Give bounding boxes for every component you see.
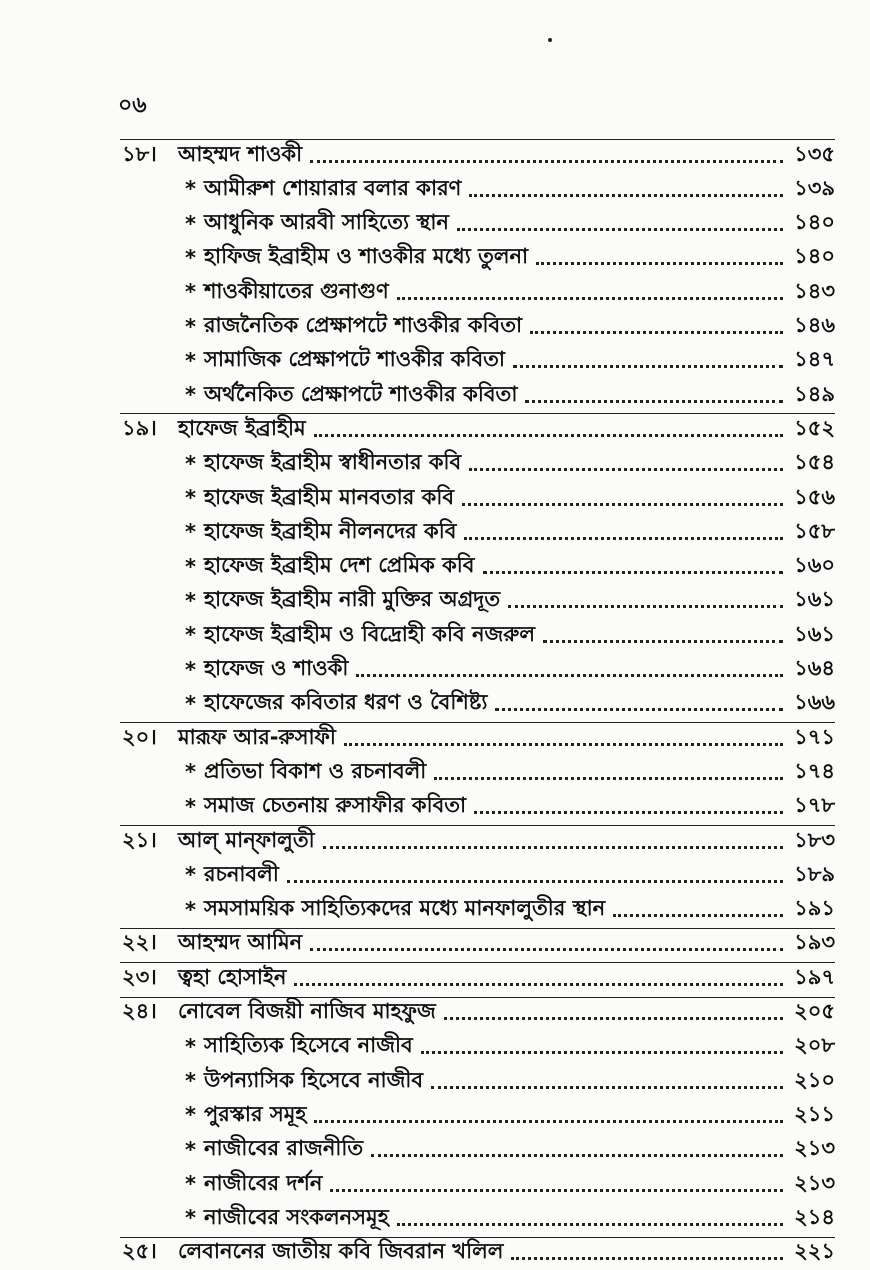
chapter-number: ২৪। [122, 999, 157, 1023]
entry-page-number: ১৯১ [794, 896, 835, 921]
dot-leader [462, 503, 783, 506]
entry-page-number: ১৩৫ [794, 141, 835, 166]
dot-leader [397, 1223, 783, 1226]
toc-subsection-row[interactable] [185, 1098, 835, 1132]
dot-leader [287, 880, 783, 883]
dot-leader [469, 194, 783, 197]
entry-page-number: ২১৩ [794, 1170, 835, 1195]
entry-page-number: ২১৪ [794, 1204, 835, 1229]
entry-page-number: ১৫৬ [794, 484, 835, 509]
asterisk-bullet-icon: * [185, 897, 196, 922]
toc-subsection-row[interactable] [185, 1133, 835, 1167]
entry-page-number: ১৫২ [794, 415, 835, 440]
dot-leader [543, 640, 783, 643]
entry-title: আমীরুশ শোয়ারার বলার কারণ [203, 175, 462, 200]
entry-title: আহম্মদ শাওকী [178, 141, 303, 166]
asterisk-bullet-icon: * [185, 348, 196, 373]
entry-title: সমসাময়িক সাহিত্যিকদের মধ্যে মানফালুতীর স্থান [203, 896, 606, 921]
entry-title: সমাজ চেতনায় রুসাফীর কবিতা [203, 793, 467, 818]
entry-page-number: ১৬৪ [794, 656, 835, 680]
dot-leader [457, 228, 783, 231]
asterisk-bullet-icon: * [185, 520, 196, 545]
dot-leader [344, 743, 783, 746]
dot-leader [310, 160, 783, 163]
entry-title: হাফেজ ও শাওকী [203, 656, 349, 680]
asterisk-bullet-icon: * [185, 794, 196, 819]
entry-title: রচনাবলী [203, 861, 279, 886]
entry-page-number: ১৬০ [794, 553, 835, 578]
asterisk-bullet-icon: * [185, 863, 196, 888]
chapter-number: ২৩। [122, 964, 157, 989]
entry-title: সাহিত্যিক হিসেবে নাজীব [203, 1033, 413, 1058]
entry-title: হাফেজ ইব্রাহীম [178, 415, 306, 440]
entry-page-number: ১৬১ [794, 621, 835, 646]
entry-title: সামাজিক প্রেক্ষাপটে শাওকীর কবিতা [203, 347, 506, 372]
toc-subsection-row[interactable] [185, 172, 835, 206]
entry-page-number: ১৭৮ [794, 793, 835, 818]
asterisk-bullet-icon: * [185, 691, 196, 716]
toc-chapter-row[interactable] [122, 1236, 835, 1270]
asterisk-bullet-icon: * [185, 211, 196, 236]
entry-page-number: ১৬৬ [794, 690, 835, 715]
asterisk-bullet-icon: * [185, 1172, 196, 1196]
entry-title: হাফেজ ইব্রাহীম নারী মুক্তির অগ্রদূত [203, 587, 501, 612]
toc-subsection-row[interactable] [185, 858, 835, 892]
asterisk-bullet-icon: * [185, 245, 196, 270]
asterisk-bullet-icon: * [185, 1034, 196, 1059]
toc-subsection-row[interactable] [185, 550, 835, 584]
entry-title: আধুনিক আরবী সাহিত্যে স্থান [203, 210, 449, 235]
dot-leader [513, 365, 783, 368]
asterisk-bullet-icon: * [185, 657, 196, 682]
toc-subsection-row[interactable] [185, 790, 835, 824]
dot-leader [469, 468, 783, 471]
entry-title: রাজনৈতিক প্রেক্ষাপটে শাওকীর কবিতা [203, 313, 523, 337]
toc-subsection-row[interactable] [185, 755, 835, 789]
dot-leader [483, 571, 784, 574]
entry-title: হাফেজ ইব্রাহীম ও বিদ্রোহী কবি নজরুল [203, 621, 536, 646]
asterisk-bullet-icon: * [185, 554, 196, 579]
asterisk-bullet-icon: * [185, 1206, 196, 1231]
entry-title: মারূফ আর-রুসাফী [178, 724, 336, 749]
toc-subsection-row[interactable] [185, 1030, 835, 1064]
toc-subsection-row[interactable] [185, 275, 835, 309]
asterisk-bullet-icon: * [185, 1069, 196, 1094]
toc-subsection-row[interactable] [185, 344, 835, 378]
entry-page-number: ২১১ [794, 1101, 835, 1126]
dot-leader [525, 400, 783, 403]
entry-page-number: ১৪০ [794, 210, 835, 235]
dot-leader [310, 948, 783, 951]
entry-title: হাফেজ ইব্রাহীম মানবতার কবি [203, 484, 455, 509]
dot-leader [371, 1154, 783, 1157]
entry-page-number: ১৫৮ [794, 518, 835, 543]
entry-title: ত্বহা হোসাইন [178, 964, 287, 989]
asterisk-bullet-icon: * [185, 760, 196, 785]
entry-title: অর্থনৈকিত প্রেক্ষাপটে শাওকীর কবিতা [203, 381, 518, 406]
entry-title: হাফেজ ইব্রাহীম স্বাধীনতার কবি [203, 450, 462, 475]
dot-leader [474, 811, 783, 814]
toc-subsection-row[interactable] [185, 515, 835, 549]
toc-subsection-row[interactable] [185, 378, 835, 412]
toc-chapter-row[interactable] [122, 721, 835, 755]
dot-leader [314, 434, 783, 437]
entry-page-number: ১৩৯ [794, 175, 835, 200]
toc-chapter-row[interactable] [122, 927, 835, 961]
toc-subsection-row[interactable] [185, 310, 835, 344]
entry-page-number: ১৭৪ [794, 758, 835, 783]
dot-leader [530, 331, 783, 334]
asterisk-bullet-icon: * [185, 314, 196, 339]
dot-leader [495, 708, 783, 711]
dot-leader [356, 674, 783, 677]
entry-page-number: ২০৫ [794, 999, 835, 1023]
toc-subsection-row[interactable] [185, 1064, 835, 1098]
chapter-number: ১৯। [122, 415, 157, 440]
entry-title: লেবাননের জাতীয় কবি জিবরান খলিল [178, 1239, 504, 1264]
toc-subsection-row[interactable] [185, 653, 835, 687]
toc-subsection-row[interactable] [185, 241, 835, 275]
dot-leader [431, 1086, 783, 1089]
toc-chapter-row[interactable] [122, 412, 835, 446]
entry-title: হাফেজের কবিতার ধরণ ও বৈশিষ্ট্য [203, 690, 488, 715]
entry-page-number: ১৫৪ [794, 450, 835, 475]
entry-page-number: ১৪৭ [794, 347, 835, 372]
entry-page-number: ২১০ [794, 1067, 835, 1092]
entry-page-number: ১৬১ [794, 587, 835, 612]
entry-page-number: ১৪০ [794, 244, 835, 269]
asterisk-bullet-icon: * [185, 451, 196, 476]
dot-leader [434, 777, 783, 780]
chapter-number: ২১। [122, 827, 157, 852]
toc-chapter-row[interactable] [122, 961, 835, 995]
entry-page-number: ২০৮ [794, 1033, 835, 1058]
entry-title: নাজীবের সংকলনসমূহ [203, 1204, 389, 1229]
toc-chapter-row[interactable] [122, 824, 835, 858]
chapter-number: ২০। [122, 724, 157, 749]
asterisk-bullet-icon: * [185, 623, 196, 648]
toc-subsection-row[interactable] [185, 584, 835, 618]
entry-page-number: ২১৩ [794, 1136, 835, 1161]
toc-subsection-row[interactable] [185, 893, 835, 927]
toc-subsection-row[interactable] [185, 687, 835, 721]
entry-title: হাফেজ ইব্রাহীম নীলনদের কবি [203, 518, 457, 543]
entry-title: নাজীবের দর্শন [203, 1170, 323, 1195]
dot-leader [613, 914, 783, 917]
chapter-number: ২২। [122, 930, 157, 955]
entry-page-number: ১৪৯ [794, 381, 835, 406]
dot-leader [508, 605, 783, 608]
entry-title: শাওকীয়াতের গুনাগুণ [203, 278, 389, 303]
toc-subsection-row[interactable] [185, 447, 835, 481]
chapter-number: ১৮। [122, 141, 157, 166]
dot-leader [294, 983, 783, 986]
asterisk-bullet-icon: * [185, 177, 196, 202]
entry-page-number: ১৯৭ [794, 964, 835, 989]
toc-subsection-row[interactable] [185, 1201, 835, 1235]
entry-title: আল্ মান্ফালুতী [178, 827, 315, 852]
toc-chapter-row[interactable] [122, 996, 835, 1030]
asterisk-bullet-icon: * [185, 1103, 196, 1128]
dot-leader [397, 297, 783, 300]
dot-leader [314, 1120, 783, 1123]
entry-page-number: ২২১ [794, 1239, 835, 1264]
dot-leader [421, 1051, 783, 1054]
dot-leader [536, 262, 783, 265]
entry-title: নোবেল বিজয়ী নাজিব মাহফুজ [178, 999, 436, 1023]
toc-subsection-row[interactable] [185, 207, 835, 241]
asterisk-bullet-icon: * [185, 383, 196, 408]
entry-title: উপন্যাসিক হিসেবে নাজীব [203, 1067, 424, 1092]
entry-title: নাজীবের রাজনীতি [203, 1136, 364, 1161]
entry-page-number: ১৮৩ [794, 827, 835, 852]
entry-title: প্রতিভা বিকাশ ও রচনাবলী [203, 758, 427, 783]
chapter-number: ২৫। [122, 1239, 157, 1264]
entry-page-number: ১৮৯ [794, 861, 835, 886]
dot-leader [330, 1189, 783, 1192]
entry-title: পুরস্কার সমূহ [203, 1101, 307, 1126]
toc-subsection-row[interactable] [185, 618, 835, 652]
dot-leader [323, 846, 783, 849]
asterisk-bullet-icon: * [185, 280, 196, 305]
asterisk-bullet-icon: * [185, 1137, 196, 1162]
entry-title: হাফেজ ইব্রাহীম দেশ প্রেমিক কবি [203, 553, 475, 578]
dot-leader [444, 1017, 783, 1020]
toc-subsection-row[interactable] [185, 481, 835, 515]
dot-leader [464, 537, 783, 540]
entry-page-number: ১৪৬ [794, 313, 835, 337]
entry-page-number: ১৯৩ [794, 930, 835, 955]
entry-title: আহম্মদ আমিন [178, 930, 303, 955]
asterisk-bullet-icon: * [185, 588, 196, 613]
entry-page-number: ১৭১ [794, 724, 835, 749]
toc-chapter-row[interactable] [122, 138, 835, 172]
page-number: ০৬ [118, 93, 147, 118]
entry-page-number: ১৪৩ [794, 278, 835, 303]
toc-subsection-row[interactable] [185, 1167, 835, 1201]
asterisk-bullet-icon: * [185, 486, 196, 510]
entry-title: হাফিজ ইব্রাহীম ও শাওকীর মধ্যে তুলনা [203, 244, 529, 269]
